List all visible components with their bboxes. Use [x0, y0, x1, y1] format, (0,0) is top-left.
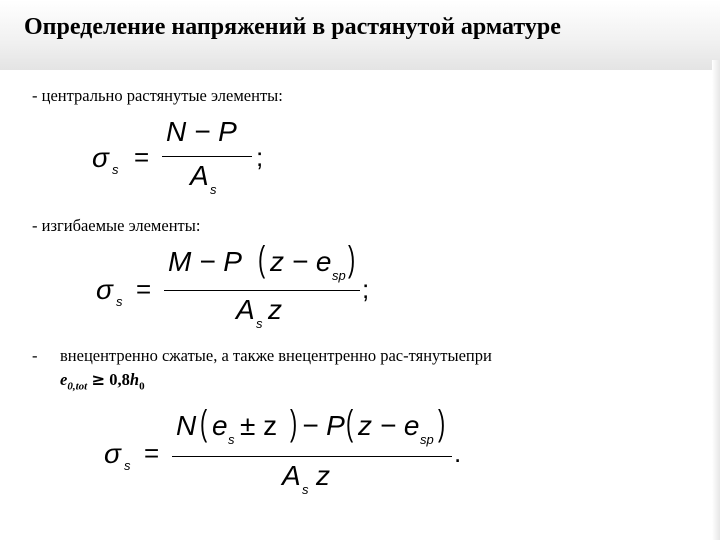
right-paren-1: ): [290, 402, 298, 443]
sigma: σ: [92, 142, 109, 173]
sigma: σ: [104, 438, 121, 469]
condition-e-subscript: 0,tot: [67, 380, 88, 393]
sigma-subscript: s: [116, 294, 123, 309]
equals-sign: =: [144, 438, 160, 468]
numerator: N − P: [166, 116, 237, 147]
condition-h: h: [129, 370, 140, 389]
sigma: σ: [96, 274, 113, 305]
condition-line: [60, 370, 145, 392]
sigma-subscript: s: [124, 458, 131, 473]
left-paren: (: [258, 238, 266, 279]
denominator-subscript: s: [210, 182, 217, 197]
numerator-e-subscript: s: [228, 432, 235, 447]
denominator-subscript: s: [302, 482, 309, 497]
left-paren-1: (: [200, 402, 208, 443]
formula-eccentric: [102, 404, 482, 504]
fraction-bar: [172, 456, 452, 457]
condition-h-subscript: 0: [139, 380, 145, 393]
condition-e: e: [60, 370, 68, 389]
item-central-tension: - центрально растянутые элементы:: [32, 86, 283, 105]
item-eccentric-bullet: -: [32, 346, 38, 365]
numerator-part-a: M − P: [168, 246, 242, 277]
numerator-e: e: [212, 410, 228, 441]
right-paren: ): [348, 238, 356, 279]
denominator-z: z: [316, 460, 330, 491]
item-bending: - изгибаемые элементы:: [32, 216, 201, 235]
fraction-bar: [162, 156, 252, 157]
denominator-z: z: [268, 294, 282, 325]
sigma-subscript: s: [112, 162, 119, 177]
period: .: [454, 438, 462, 468]
semicolon: ;: [256, 142, 264, 172]
numerator-minus-P: − P: [302, 410, 345, 441]
condition-ge: ≥: [91, 370, 106, 389]
denominator-A: A: [190, 160, 209, 191]
fraction-bar: [164, 290, 360, 291]
denominator-subscript: s: [256, 316, 263, 331]
plus-minus-z: ± z: [240, 410, 278, 441]
semicolon: ;: [362, 274, 370, 304]
slide-title: Определение напряжений в растянутой арматуре: [24, 14, 561, 40]
equals-sign: =: [134, 142, 150, 172]
right-paren-2: ): [438, 402, 446, 443]
numerator-z-subscript: sp: [420, 432, 434, 447]
condition-value: 0,8: [109, 370, 130, 389]
denominator-A: A: [236, 294, 255, 325]
formula-bending: [94, 240, 394, 336]
item-eccentric: внецентренно сжатые, а также внецентренно рас-тянутыепри: [60, 346, 492, 365]
equals-sign: =: [136, 274, 152, 304]
slide-edge-shadow: [712, 60, 720, 540]
numerator-z: z − e: [358, 410, 420, 441]
left-paren-2: (: [346, 402, 354, 443]
denominator-A: A: [282, 460, 301, 491]
numerator-subscript: sp: [332, 268, 346, 283]
numerator-N: N: [176, 410, 197, 441]
numerator-part-b: z − e: [270, 246, 332, 277]
formula-central-tension: [90, 116, 290, 202]
